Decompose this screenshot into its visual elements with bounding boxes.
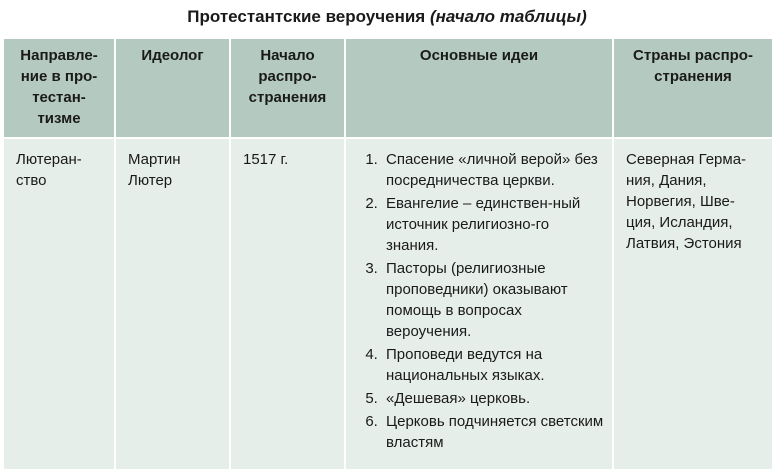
header-start: Начало распро- странения bbox=[230, 38, 345, 138]
list-item: 1. Спасение «личной верой» без посредничества церкви. bbox=[382, 149, 604, 191]
cell-countries: Северная Герма- ния, Дания, Норвегия, Шве- ция, Исландия, Латвия, Эстония bbox=[613, 138, 773, 470]
table-row bbox=[3, 138, 773, 470]
header-row bbox=[3, 38, 773, 138]
table-title bbox=[0, 6, 774, 28]
list-item: 6. Церковь подчиняется светским властям bbox=[382, 411, 604, 453]
ideas-list bbox=[358, 149, 604, 453]
header-ideologist: Идеолог bbox=[115, 38, 230, 138]
header-main-ideas: Основные идеи bbox=[345, 38, 613, 138]
cell-main-ideas bbox=[345, 138, 613, 470]
list-item: 4. Проповеди ведутся на национальных языках. bbox=[382, 344, 604, 386]
protestant-doctrines-table bbox=[2, 37, 774, 471]
cell-start: 1517 г. bbox=[230, 138, 345, 470]
list-item: 3. Пасторы (религиозные проповедники) оказывают помощь в вопросах вероучения. bbox=[382, 258, 604, 342]
list-item: 5. «Дешевая» церковь. bbox=[382, 388, 604, 409]
cell-direction: Лютеран- ство bbox=[3, 138, 115, 470]
list-item: 2. Евангелие – единствен-ный источник религиозно-го знания. bbox=[382, 193, 604, 256]
table-title-note: (начало таблицы) bbox=[429, 7, 587, 26]
table-title-main: Протестантские вероучения bbox=[187, 7, 426, 26]
header-direction: Направле- ние в про- тестан- тизме bbox=[3, 38, 115, 138]
cell-ideologist: Мартин Лютер bbox=[115, 138, 230, 470]
header-countries: Страны распро- странения bbox=[613, 38, 773, 138]
